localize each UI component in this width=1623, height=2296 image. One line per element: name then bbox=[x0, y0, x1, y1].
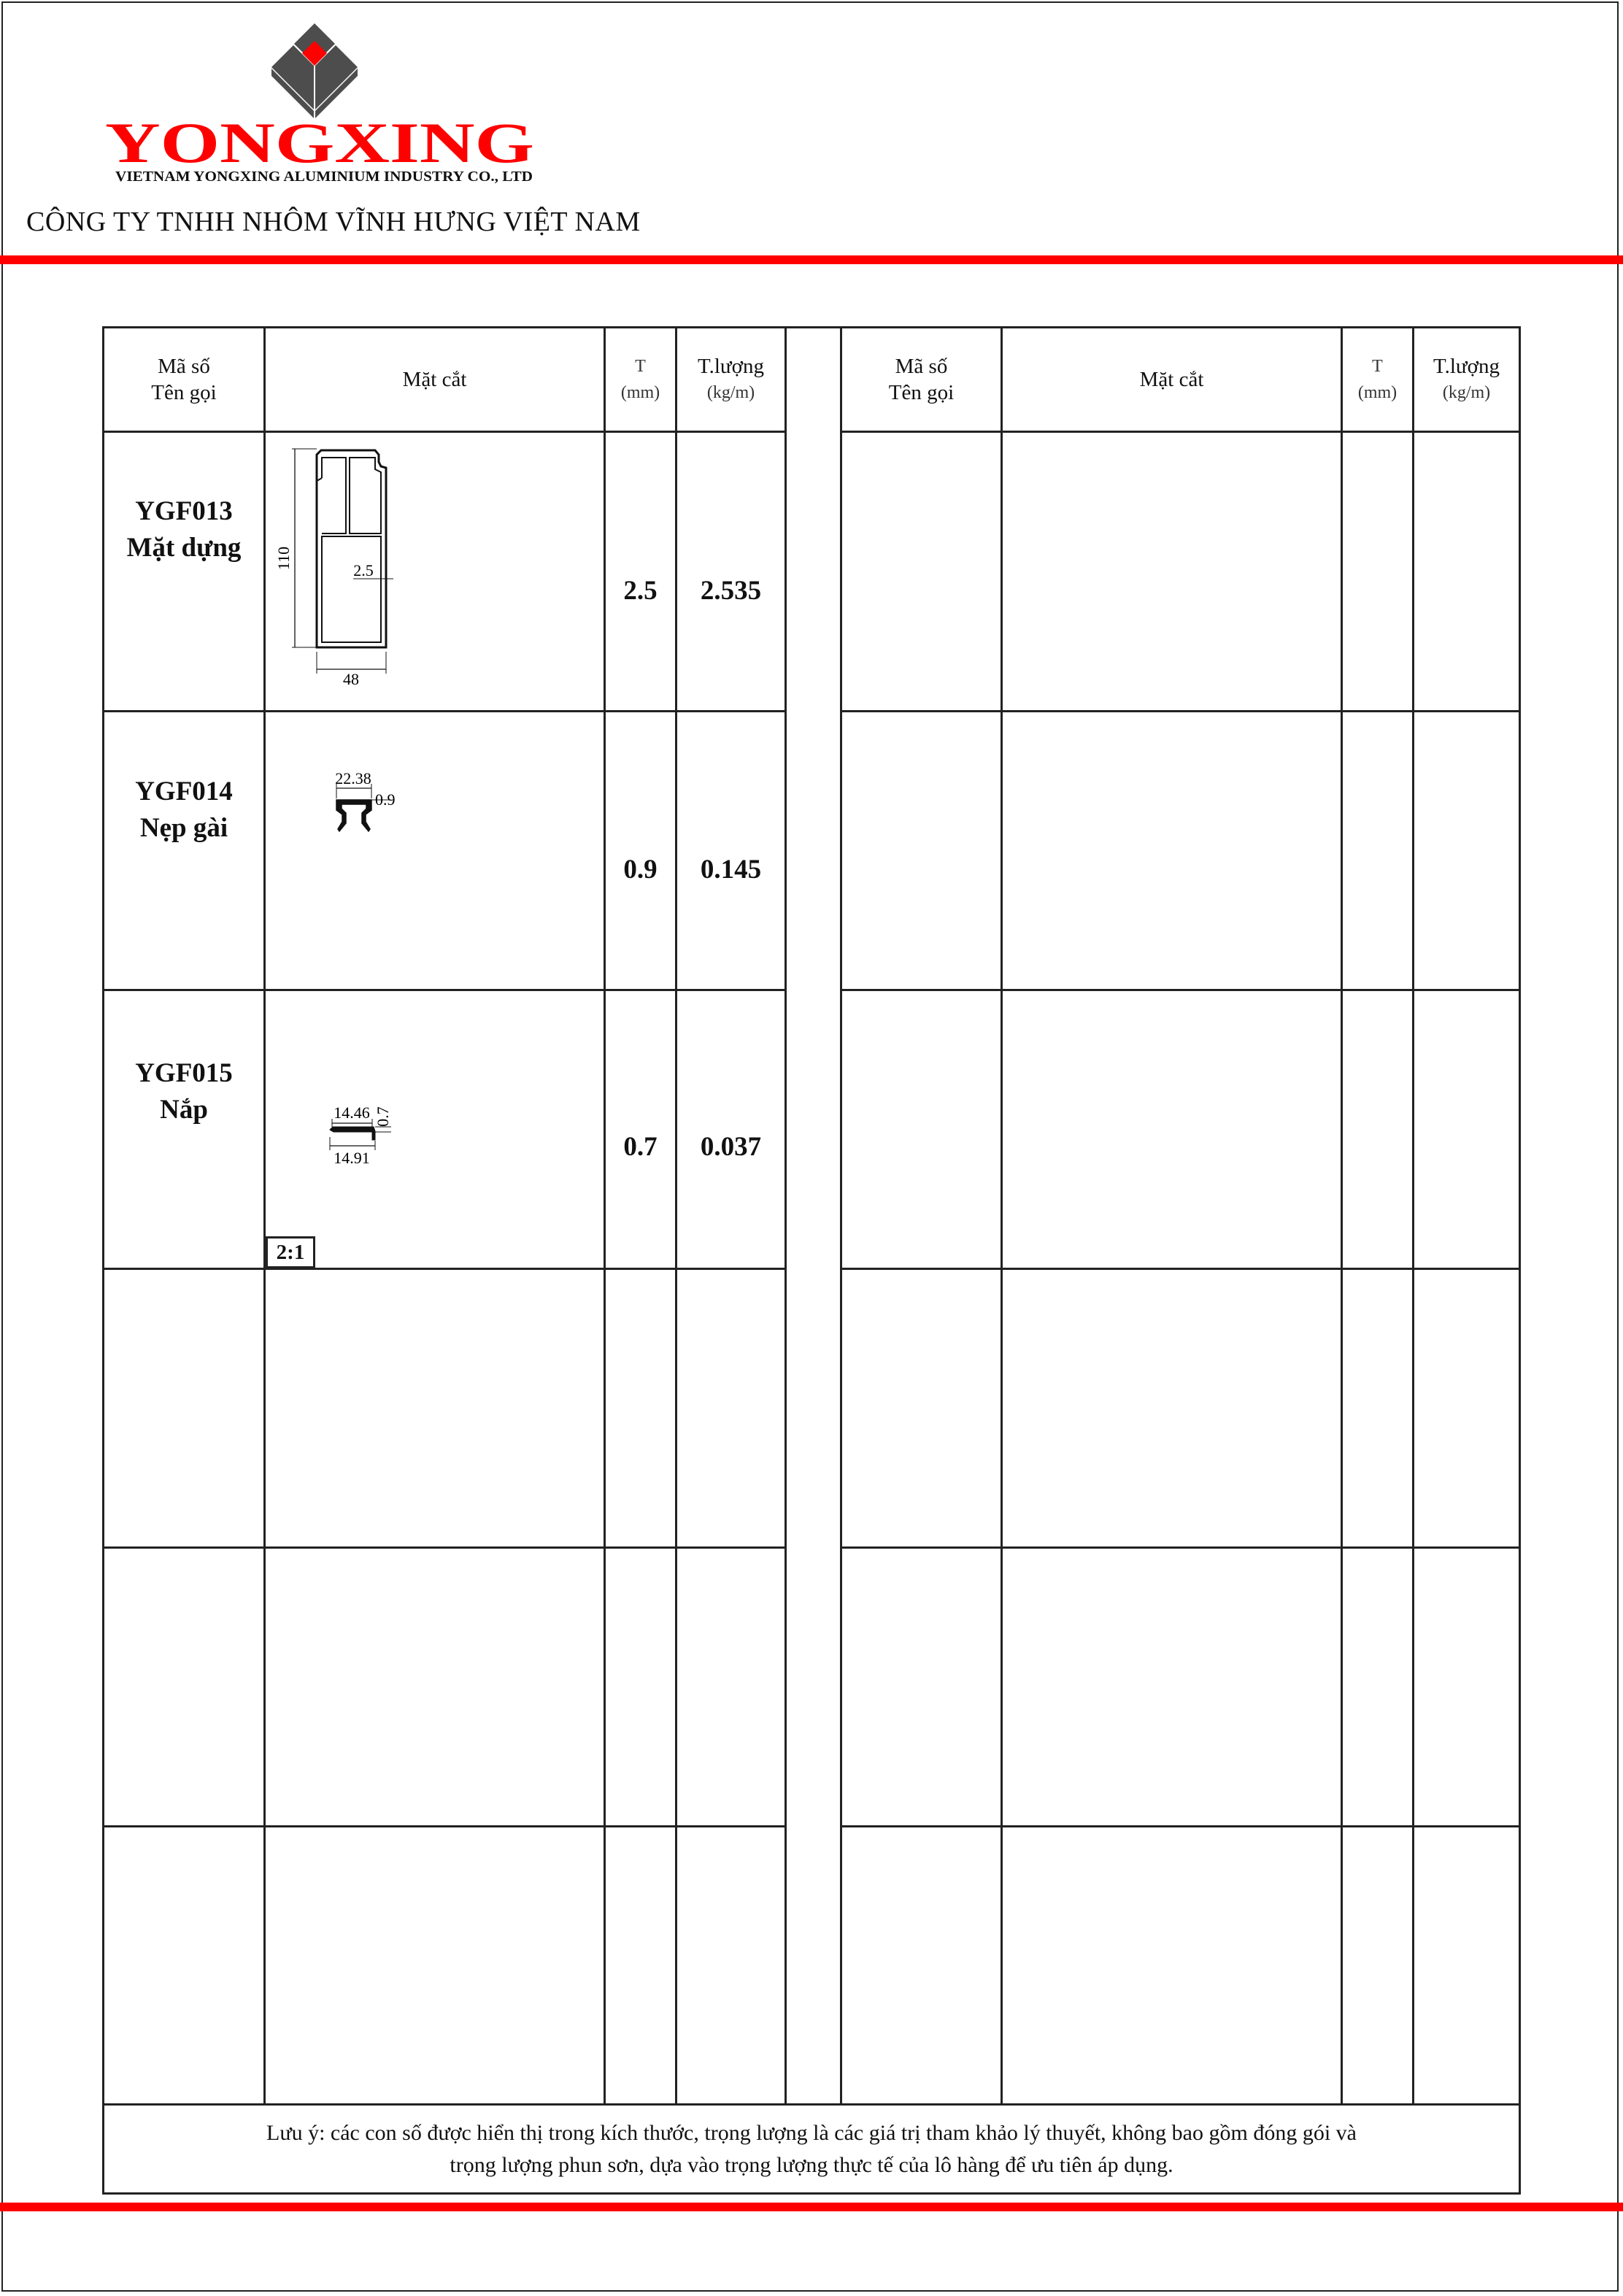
header-thickness: T (mm) bbox=[1357, 357, 1398, 402]
row-divider bbox=[840, 1268, 1519, 1270]
header-section: Mặt cắt bbox=[402, 368, 467, 391]
col-divider bbox=[1001, 328, 1003, 2106]
row-divider bbox=[104, 1825, 787, 1827]
dim-width: 22.38 bbox=[335, 769, 371, 787]
profile-drawing-ygf015 bbox=[266, 991, 604, 1268]
row-divider bbox=[840, 1825, 1519, 1827]
col-divider bbox=[784, 328, 787, 2106]
profile-drawing-ygf014 bbox=[266, 712, 604, 989]
dim-inner: 14.46 bbox=[334, 1103, 370, 1122]
col-divider bbox=[1412, 328, 1414, 2106]
row-divider bbox=[840, 431, 1519, 433]
company-name: CÔNG TY TNHH NHÔM VĨNH HƯNG VIỆT NAM bbox=[26, 207, 641, 237]
logo-emblem-icon bbox=[271, 23, 358, 118]
header-code: Mã số Tên gọi bbox=[151, 355, 217, 404]
dim-wall: 0.7 bbox=[374, 1106, 392, 1127]
row-divider bbox=[840, 710, 1519, 712]
col-divider bbox=[1341, 328, 1343, 2106]
footnote: Lưu ý: các con số được hiển thị trong kích thước, trọng lượng là các giá trị tham khảo lý thuyết, không bao gồm đóng gói và trọng lượng phun sơn, dựa vào trọng lượng thực tế của lô hàng để ưu tiên áp dụng. bbox=[266, 2120, 1357, 2177]
weight-value: 0.037 bbox=[700, 1132, 762, 1162]
thickness-value: 0.9 bbox=[623, 855, 658, 885]
product-code-ygf015: YGF015 Nắp bbox=[135, 1058, 233, 1125]
profile-drawing-ygf013 bbox=[266, 433, 604, 710]
dim-width: 48 bbox=[343, 670, 359, 688]
col-divider bbox=[840, 328, 842, 2106]
header-weight: T.lượng (kg/m) bbox=[1433, 355, 1500, 402]
product-code-ygf013: YGF013 Mặt dựng bbox=[126, 496, 242, 563]
thickness-value: 0.7 bbox=[623, 1132, 658, 1162]
header-thickness: T (mm) bbox=[620, 357, 660, 402]
product-table bbox=[102, 326, 1521, 2195]
dim-wall: 0.9 bbox=[375, 790, 396, 809]
header-section: Mặt cắt bbox=[1139, 368, 1204, 391]
dim-height: 110 bbox=[274, 546, 293, 571]
yongxing-logo bbox=[102, 9, 555, 184]
row-divider bbox=[840, 989, 1519, 991]
footer-divider bbox=[0, 2203, 1623, 2211]
scale-badge: 2:1 bbox=[266, 1236, 315, 1268]
weight-value: 2.535 bbox=[700, 576, 762, 606]
weight-value: 0.145 bbox=[700, 855, 762, 885]
brand-name: YONGXING bbox=[105, 111, 534, 174]
header-divider bbox=[0, 255, 1623, 264]
header-weight: T.lượng (kg/m) bbox=[698, 355, 764, 402]
dim-outer: 14.91 bbox=[334, 1149, 370, 1167]
brand-subtitle: VIETNAM YONGXING ALUMINIUM INDUSTRY CO., LTD bbox=[115, 169, 533, 184]
product-code-ygf014: YGF014 Nẹp gài bbox=[135, 777, 233, 843]
thickness-value: 2.5 bbox=[623, 576, 658, 606]
row-divider bbox=[104, 1268, 787, 1270]
header-code: Mã số Tên gọi bbox=[888, 355, 955, 404]
row-divider bbox=[104, 1546, 787, 1549]
row-divider bbox=[840, 1546, 1519, 1549]
dim-wall: 2.5 bbox=[353, 561, 374, 579]
